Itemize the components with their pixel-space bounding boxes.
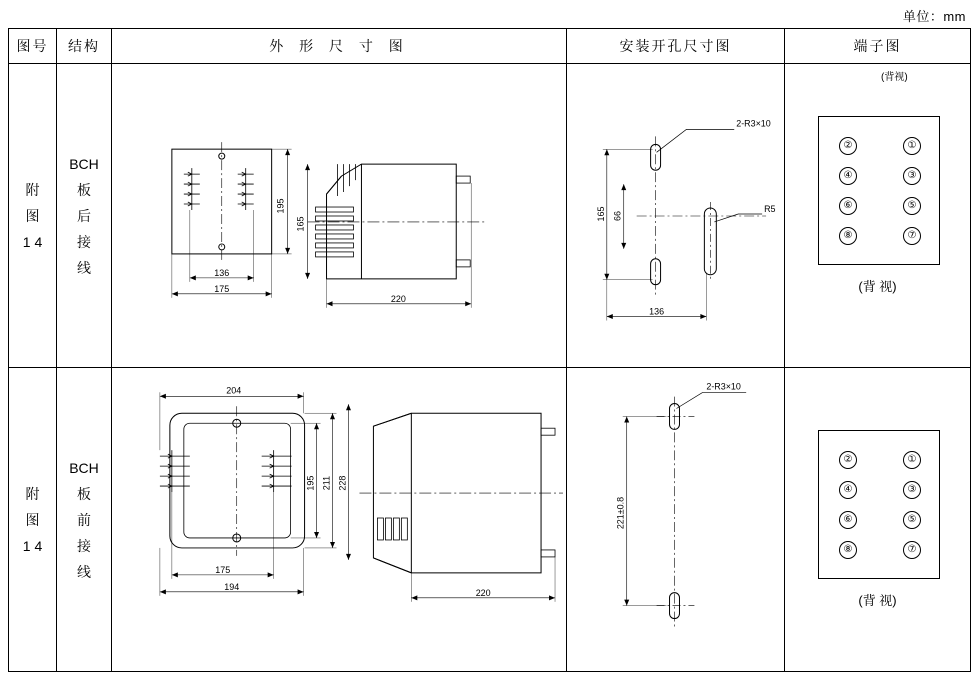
hole-drawing-2	[567, 368, 784, 671]
fig-no-char: 图	[25, 207, 40, 224]
terminal-number: ⑤	[903, 511, 921, 529]
dim-165-hole: 165	[595, 206, 606, 222]
dim-66-hole: 66	[612, 211, 623, 221]
table-header-row	[9, 29, 971, 64]
terminal-number: ①	[903, 137, 921, 155]
structure-text-2	[57, 455, 111, 585]
terminal-box-2	[818, 430, 940, 579]
cell-terminal-2	[785, 368, 971, 672]
structure-char: 线	[77, 259, 91, 276]
hole-callout-1: 2-R3×10	[736, 118, 771, 129]
terminal-number: ①	[903, 451, 921, 469]
terminal-number: ③	[903, 167, 921, 185]
cell-structure-2	[57, 368, 112, 672]
cell-terminal-1	[785, 64, 971, 368]
dim-220: 220	[390, 293, 406, 304]
cell-structure-1	[57, 64, 112, 368]
cell-fig-no-1	[9, 64, 57, 368]
terminal-number: ③	[903, 481, 921, 499]
cell-hole-drawing-1	[567, 64, 785, 368]
structure-char: 接	[77, 233, 91, 250]
hole-radius-note-1: R5	[764, 204, 776, 215]
terminal-box-1	[818, 116, 940, 265]
dim-211: 211	[321, 475, 332, 491]
fig-no-text-1	[9, 177, 56, 255]
dim-228: 228	[337, 475, 348, 491]
terminal-corner-note-1: (背视)	[881, 72, 908, 83]
structure-char: BCH	[69, 155, 99, 172]
header-terminal: 端子图	[785, 29, 971, 64]
dim-195: 195	[275, 198, 286, 214]
outline-drawing-1	[112, 64, 566, 367]
fig-no-char: 图	[25, 511, 40, 528]
hole-callout-2: 2-R3×10	[706, 381, 741, 392]
unit-note: 单位：mm	[902, 9, 966, 24]
terminal-number: ④	[839, 167, 857, 185]
structure-char: 前	[77, 511, 91, 528]
dim-204: 204	[226, 385, 242, 396]
structure-char: 板	[77, 485, 91, 502]
structure-char: 后	[77, 207, 91, 224]
terminal-number: ⑦	[903, 227, 921, 245]
dim-136: 136	[214, 267, 230, 278]
fig-no-char: 1 4	[22, 233, 43, 250]
dim-221: 221±0.8	[615, 496, 626, 530]
structure-char: 板	[77, 181, 91, 198]
hole-drawing-1	[567, 64, 784, 367]
fig-no-char: 1 4	[22, 537, 43, 554]
header-fig-no: 图号	[9, 29, 57, 64]
cell-hole-drawing-2	[567, 368, 785, 672]
terminal-number: ⑥	[839, 197, 857, 215]
dim-175: 175	[214, 283, 230, 294]
terminal-caption-1: (背 视)	[858, 279, 897, 294]
dim-165: 165	[295, 216, 306, 232]
dim-175b: 175	[215, 564, 231, 575]
structure-char: 线	[77, 563, 91, 580]
terminal-drawing-2	[785, 368, 970, 671]
fig-no-char: 附	[25, 181, 40, 198]
structure-char: 接	[77, 537, 91, 554]
terminal-number: ④	[839, 481, 857, 499]
cell-outline-drawing-1	[112, 64, 567, 368]
terminal-number: ⑦	[903, 541, 921, 559]
dim-194: 194	[224, 581, 240, 592]
table-row	[9, 64, 971, 368]
terminal-drawing-1	[785, 64, 970, 367]
dim-195b: 195	[305, 475, 316, 491]
fig-no-text-2	[9, 481, 56, 559]
outline-drawing-2	[112, 368, 566, 671]
terminal-number: ⑧	[839, 227, 857, 245]
terminal-number: ⑥	[839, 511, 857, 529]
dim-136-hole: 136	[649, 306, 665, 317]
cell-outline-drawing-2	[112, 368, 567, 672]
fig-no-char: 附	[25, 485, 40, 502]
cell-fig-no-2	[9, 368, 57, 672]
dim-220b: 220	[475, 587, 491, 598]
header-hole: 安装开孔尺寸图	[567, 29, 785, 64]
terminal-number: ②	[839, 451, 857, 469]
structure-char: BCH	[69, 459, 99, 476]
dimension-table	[8, 28, 971, 672]
table-row	[9, 368, 971, 672]
header-outline: 外 形 尺 寸 图	[112, 29, 567, 64]
terminal-caption-2: (背 视)	[858, 593, 897, 608]
structure-text-1	[57, 151, 111, 281]
header-structure: 结构	[57, 29, 112, 64]
terminal-number: ⑧	[839, 541, 857, 559]
terminal-number: ②	[839, 137, 857, 155]
terminal-number: ⑤	[903, 197, 921, 215]
